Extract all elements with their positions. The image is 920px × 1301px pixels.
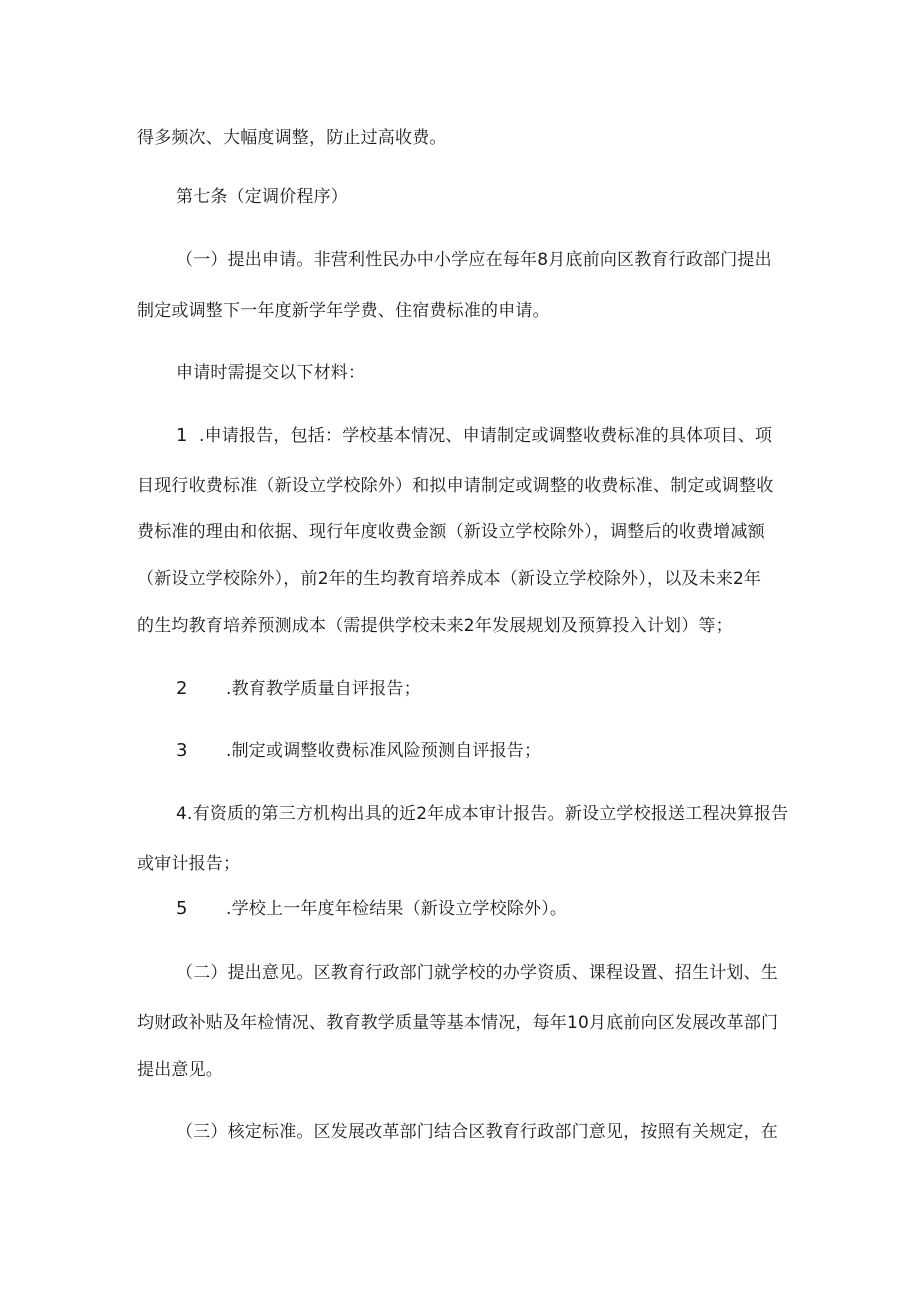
- paragraph-line: 申请时需提交以下材料：: [176, 363, 366, 383]
- paragraph-line: 得多频次、大幅度调整，防止过高收费。: [137, 128, 447, 148]
- paragraph-line: （新设立学校除外），前2年的生均教育培养成本（新设立学校除外），以及未来2年: [137, 569, 762, 589]
- list-item-text: .教育教学质量自评报告；: [226, 679, 421, 699]
- paragraph-line: 制定或调整下一年度新学年学费、住宿费标准的申请。: [137, 301, 550, 321]
- list-number: 5: [176, 898, 188, 919]
- paragraph-line: 或审计报告；: [137, 854, 241, 874]
- list-number: 1: [176, 425, 188, 446]
- list-item-text: 4.有资质的第三方机构出具的近2年成本审计报告。新设立学校报送工程决算报告: [176, 804, 789, 824]
- paragraph-line: 提出意见。: [137, 1060, 223, 1080]
- list-number: 3: [176, 740, 188, 761]
- paragraph-line: 费标准的理由和依据、现行年度收费金额（新设立学校除外），调整后的收费增减额: [137, 522, 765, 542]
- paragraph-line: 目现行收费标准（新设立学校除外）和拟申请制定或调整的收费标准、制定或调整收: [137, 476, 774, 496]
- paragraph-line: （一）提出申请。非营利性民办中小学应在每年8月底前向区教育行政部门提出: [176, 250, 772, 270]
- list-number: 2: [176, 678, 188, 699]
- paragraph-line: 的生均教育培养预测成本（需提供学校未来2年发展规划及预算投入计划）等；: [137, 616, 733, 636]
- article-heading: 第七条（定调价程序）: [176, 187, 348, 207]
- paragraph-line: （二）提出意见。区教育行政部门就学校的办学资质、课程设置、招生计划、生: [176, 963, 778, 983]
- paragraph-line: （三）核定标准。区发展改革部门结合区教育行政部门意见，按照有关规定，在: [176, 1122, 778, 1142]
- list-item-text: .申请报告，包括：学校基本情况、申请制定或调整收费标准的具体项目、项: [199, 426, 773, 446]
- list-item-text: .学校上一年度年检结果（新设立学校除外）。: [226, 899, 568, 919]
- paragraph-line: 均财政补贴及年检情况、教育教学质量等基本情况，每年10月底前向区发展改革部门: [137, 1013, 779, 1033]
- list-item-text: .制定或调整收费标准风险预测自评报告；: [226, 741, 542, 761]
